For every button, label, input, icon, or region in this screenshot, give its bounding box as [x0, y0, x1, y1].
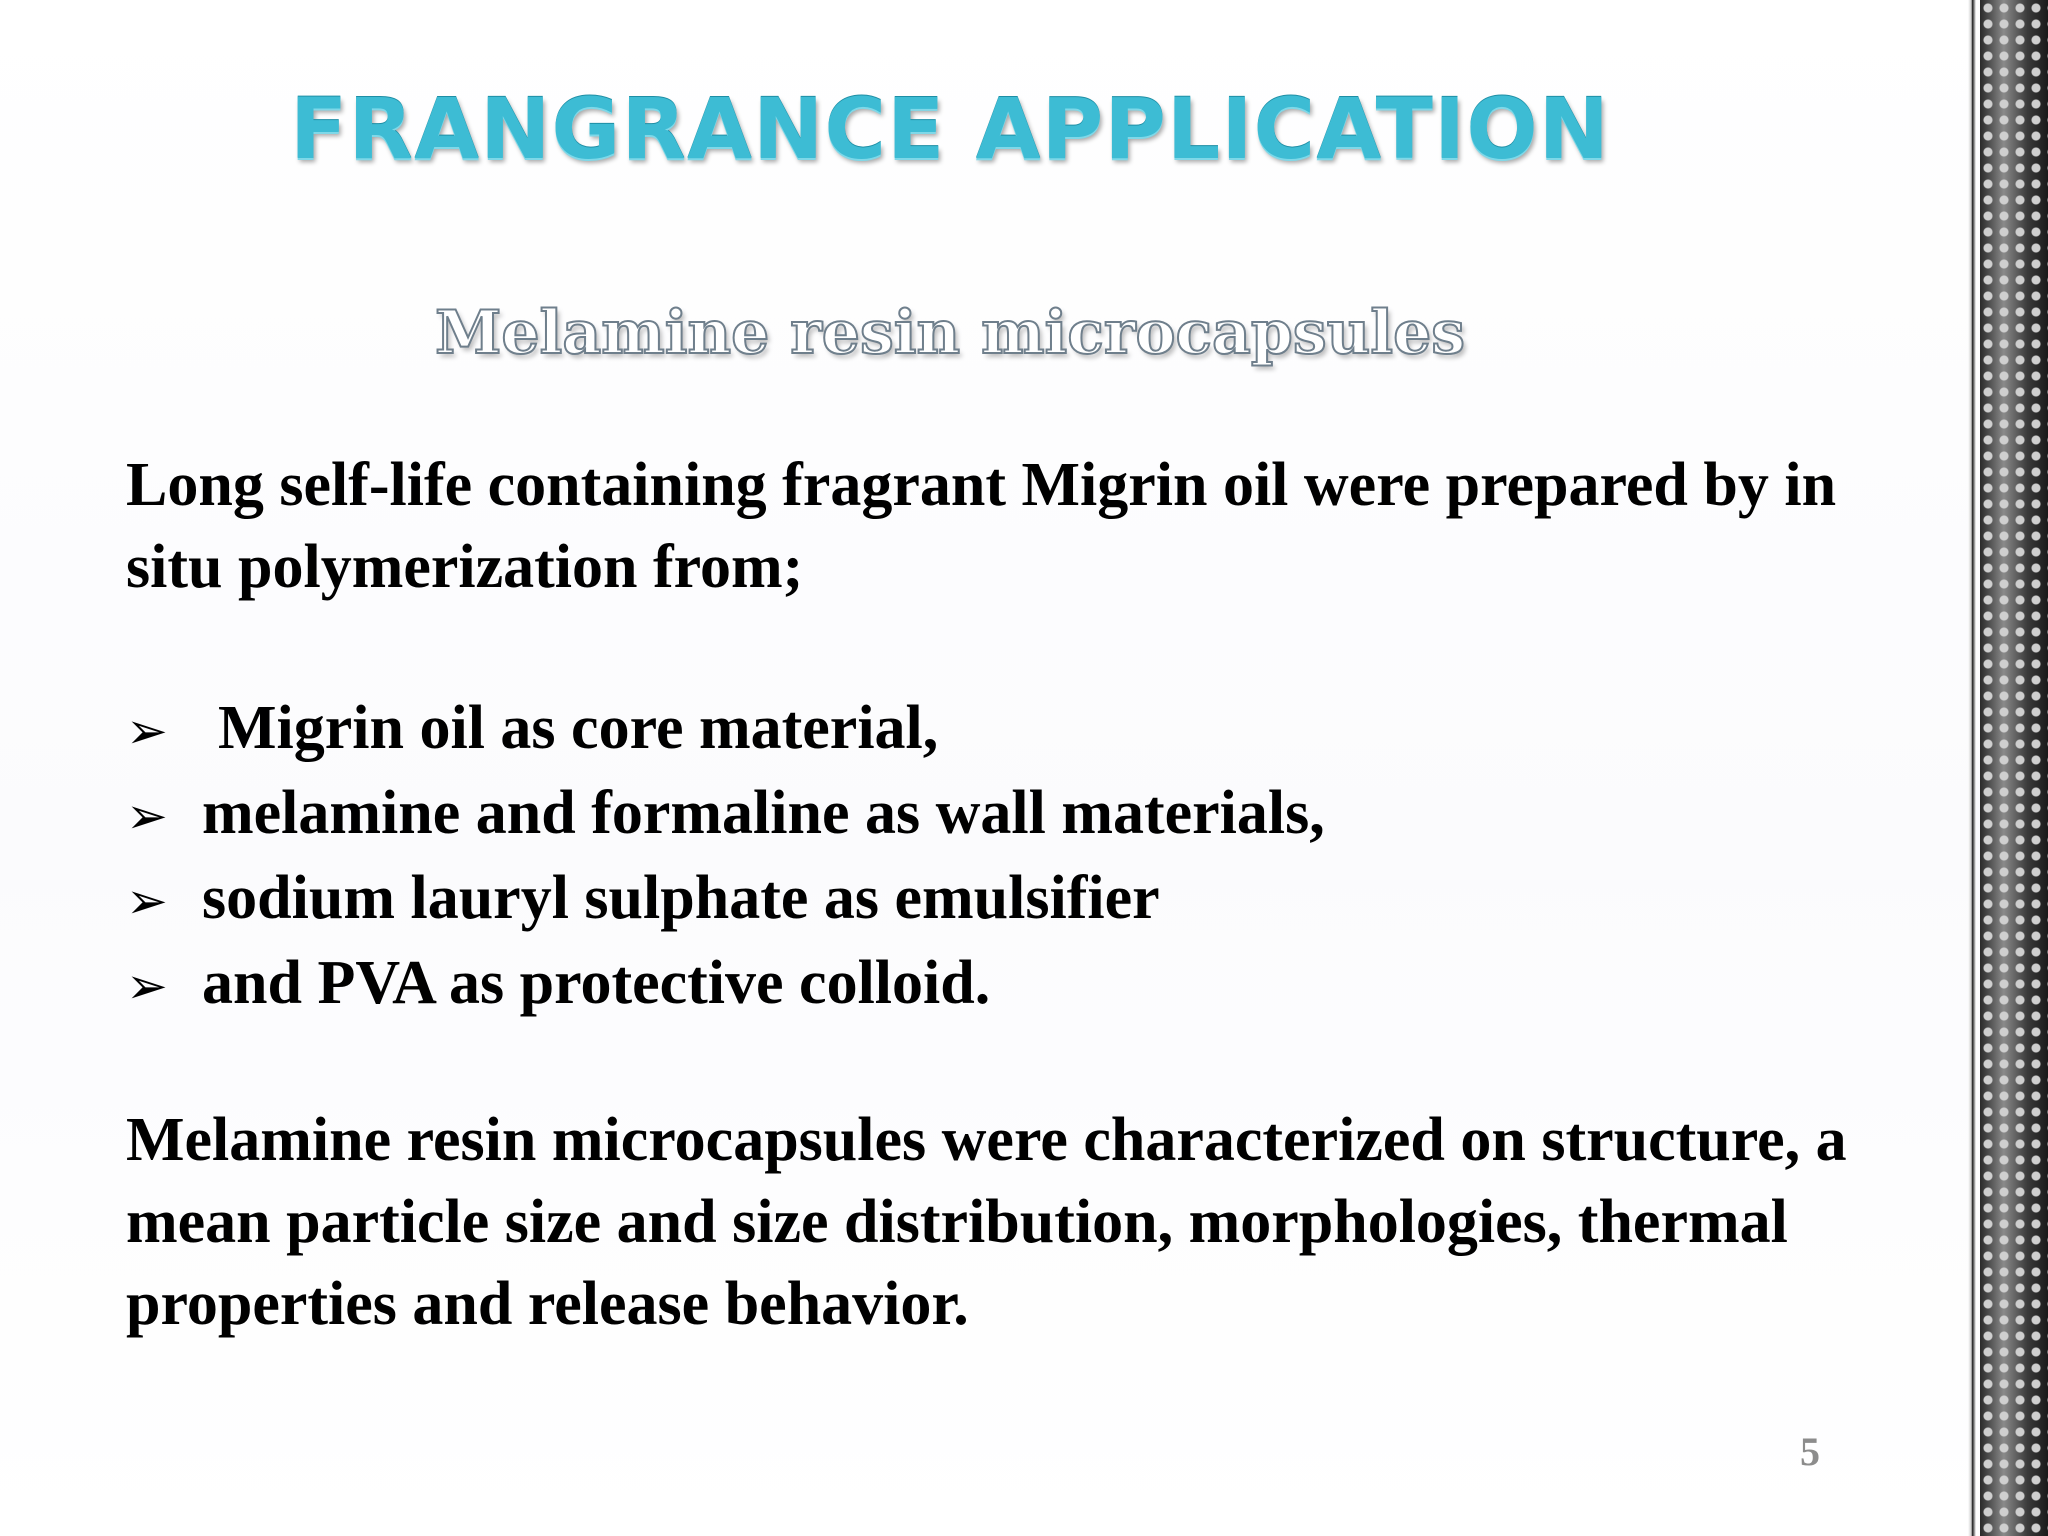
arrowhead-bullet-icon: ➢	[126, 702, 168, 760]
bullet-item	[126, 942, 1886, 1027]
bullet-item	[126, 687, 1886, 772]
decorative-edge-line	[1968, 0, 1976, 1536]
arrowhead-bullet-icon: ➢	[126, 787, 168, 845]
bullet-item	[126, 857, 1886, 942]
page-number: 5	[1800, 1429, 1820, 1474]
bullet-text: and PVA as protective colloid.	[202, 949, 991, 1017]
decorative-edge-strip	[1980, 0, 2048, 1536]
conclusion-paragraph: Melamine resin microcapsules were characterized on structure, a mean particle size and size distribution, morphologies, thermal properties and release behavior.	[126, 1106, 1847, 1338]
bullet-list	[126, 687, 1886, 1027]
arrowhead-bullet-icon: ➢	[126, 957, 168, 1015]
bullet-text: sodium lauryl sulphate as emulsifier	[202, 864, 1160, 932]
bullet-item	[126, 772, 1886, 857]
bullet-text: melamine and formaline as wall materials,	[202, 779, 1325, 847]
arrowhead-bullet-icon: ➢	[126, 872, 168, 930]
intro-paragraph: Long self-life containing fragrant Migrin oil were prepared by in situ polymerization from;	[126, 451, 1837, 601]
slide-subtitle: Melamine resin microcapsules	[434, 298, 1466, 368]
bullet-text: Migrin oil as core material,	[218, 694, 939, 762]
slide-title: FRANGRANCE APPLICATION	[290, 80, 1610, 178]
